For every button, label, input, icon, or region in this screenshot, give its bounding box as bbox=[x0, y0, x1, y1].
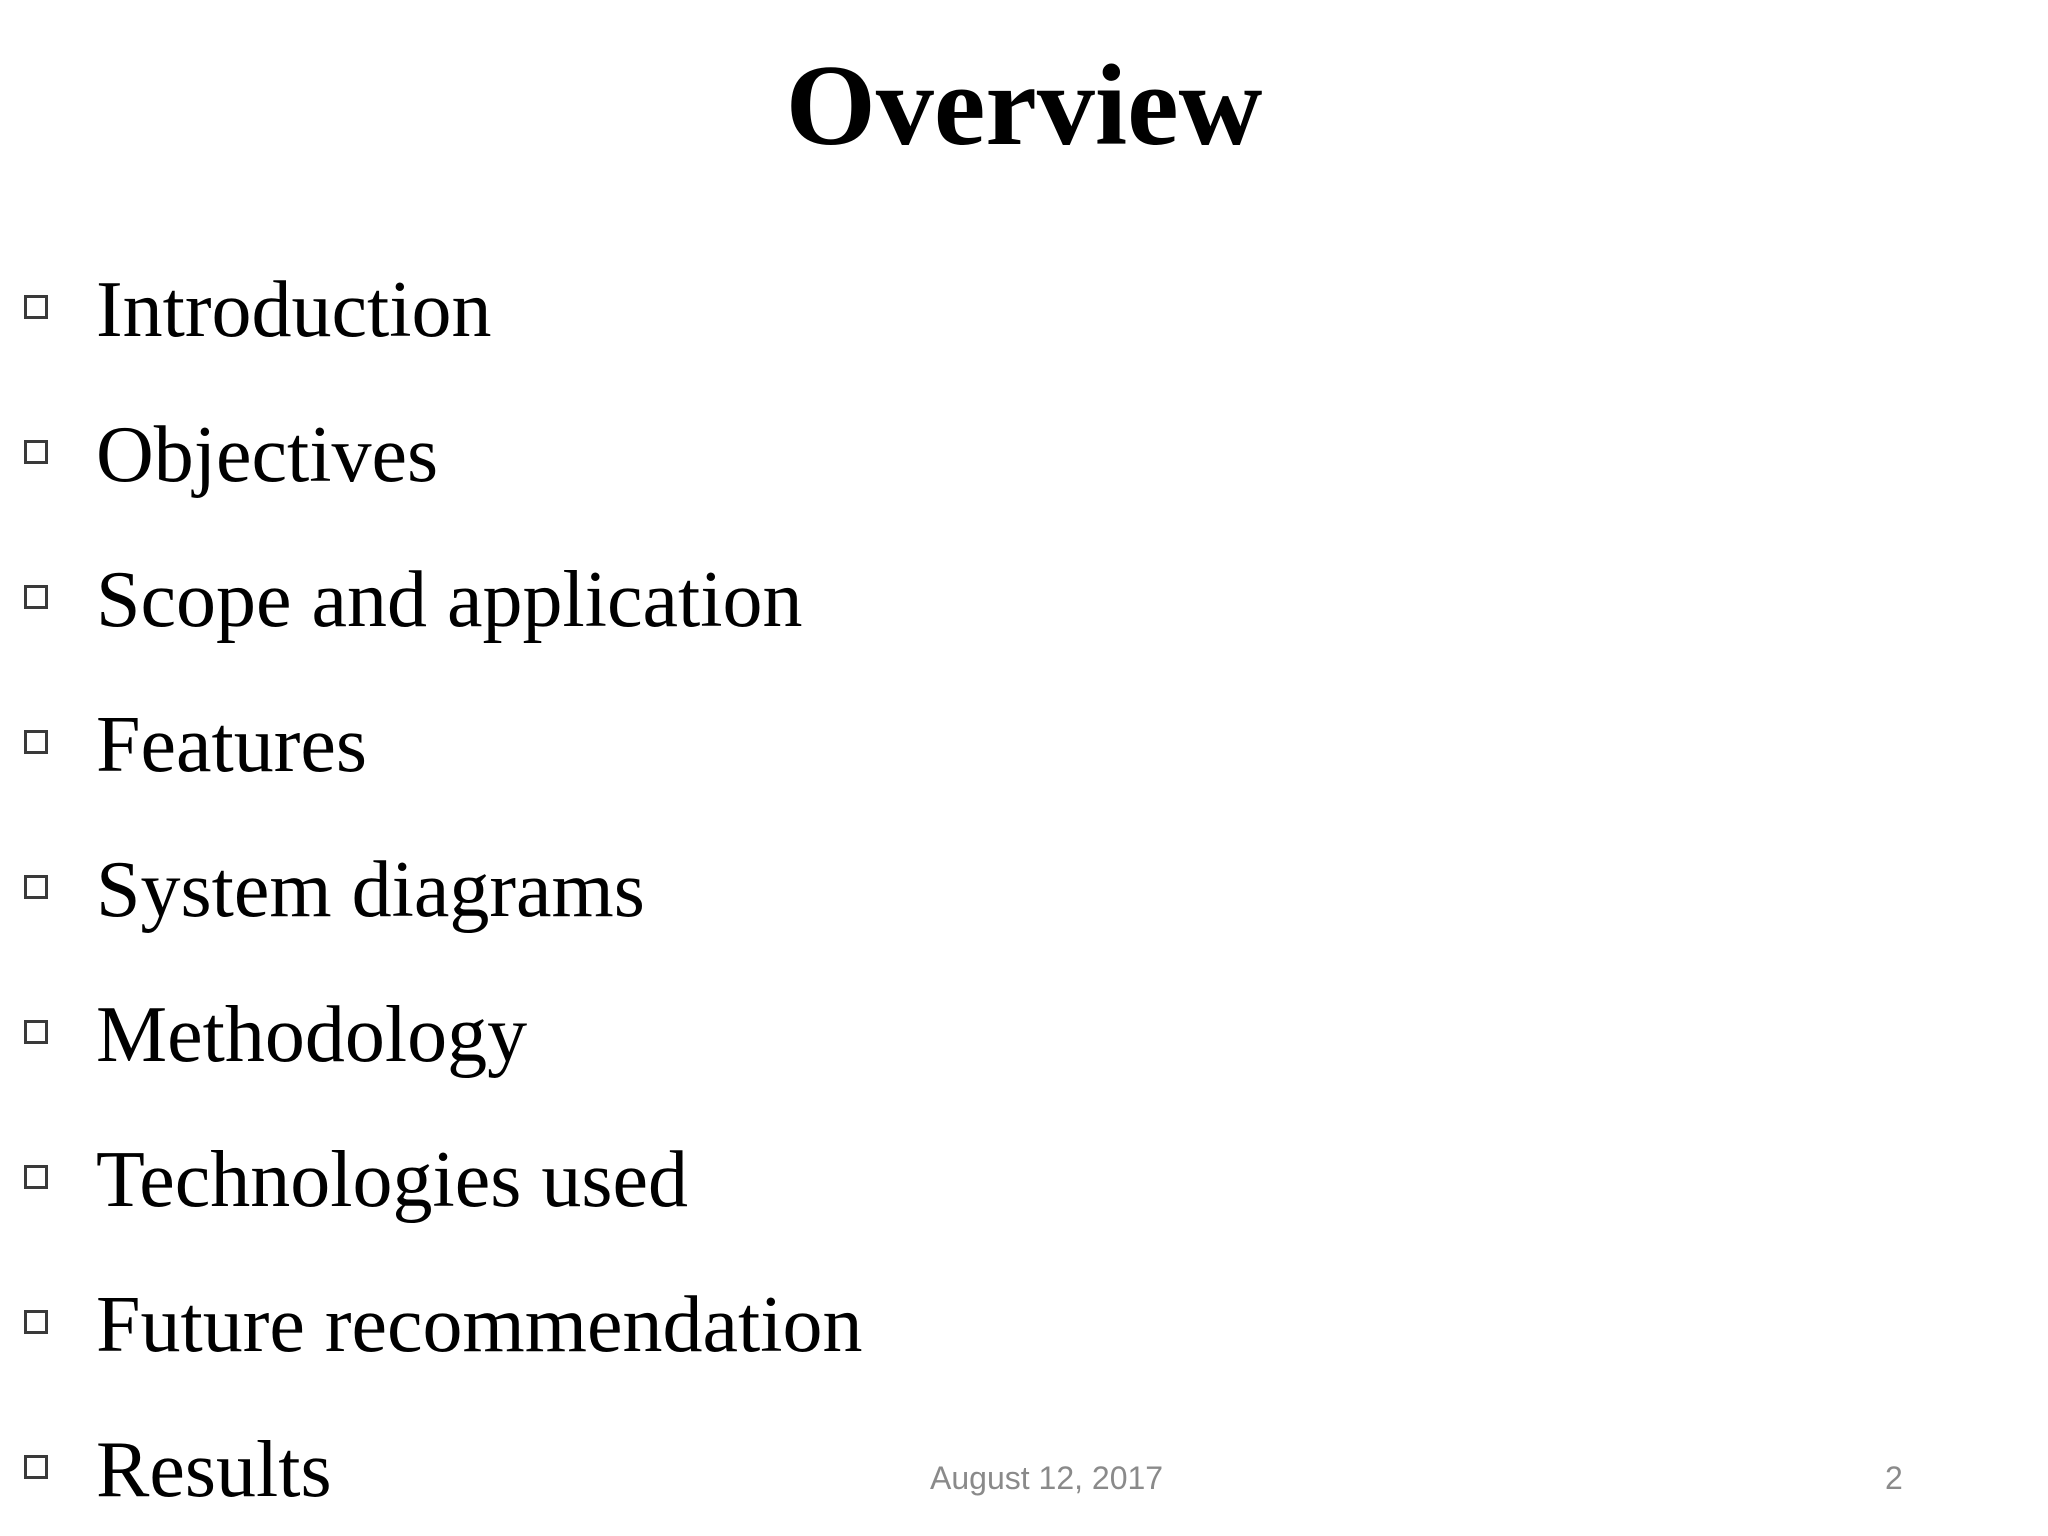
square-bullet-icon bbox=[24, 730, 54, 760]
bullet-label: Technologies used bbox=[96, 1136, 689, 1224]
bullet-item-objectives bbox=[24, 400, 438, 510]
bullet-item-system-diagrams bbox=[24, 835, 645, 945]
bullet-item-methodology bbox=[24, 980, 527, 1090]
square-bullet-icon bbox=[24, 440, 54, 470]
bullet-label: Objectives bbox=[96, 411, 439, 499]
bullet-label: Results bbox=[96, 1426, 332, 1514]
square-bullet-icon bbox=[24, 875, 54, 905]
bullet-item-introduction bbox=[24, 255, 491, 365]
square-bullet-icon bbox=[24, 585, 54, 615]
square-bullet-icon bbox=[24, 1455, 54, 1485]
bullet-label: Features bbox=[96, 701, 368, 789]
bullet-label: Introduction bbox=[96, 266, 492, 354]
footer-date: August 12, 2017 bbox=[930, 1460, 1164, 1496]
bullet-item-technologies-used bbox=[24, 1125, 688, 1235]
bullet-item-features bbox=[24, 690, 367, 800]
square-bullet-icon bbox=[24, 1020, 54, 1050]
bullet-item-results bbox=[24, 1415, 332, 1525]
bullet-label: Methodology bbox=[96, 991, 528, 1079]
bullet-item-scope-and-application bbox=[24, 545, 802, 655]
bullet-label: Scope and application bbox=[96, 556, 803, 644]
bullet-item-future-recommendation bbox=[24, 1270, 862, 1380]
square-bullet-icon bbox=[24, 1310, 54, 1340]
square-bullet-icon bbox=[24, 1165, 54, 1195]
slide-title: Overview bbox=[785, 42, 1263, 170]
footer-page-number: 2 bbox=[1885, 1460, 1903, 1496]
bullet-label: Future recommendation bbox=[96, 1281, 863, 1369]
bullet-label: System diagrams bbox=[96, 846, 645, 934]
square-bullet-icon bbox=[24, 295, 54, 325]
